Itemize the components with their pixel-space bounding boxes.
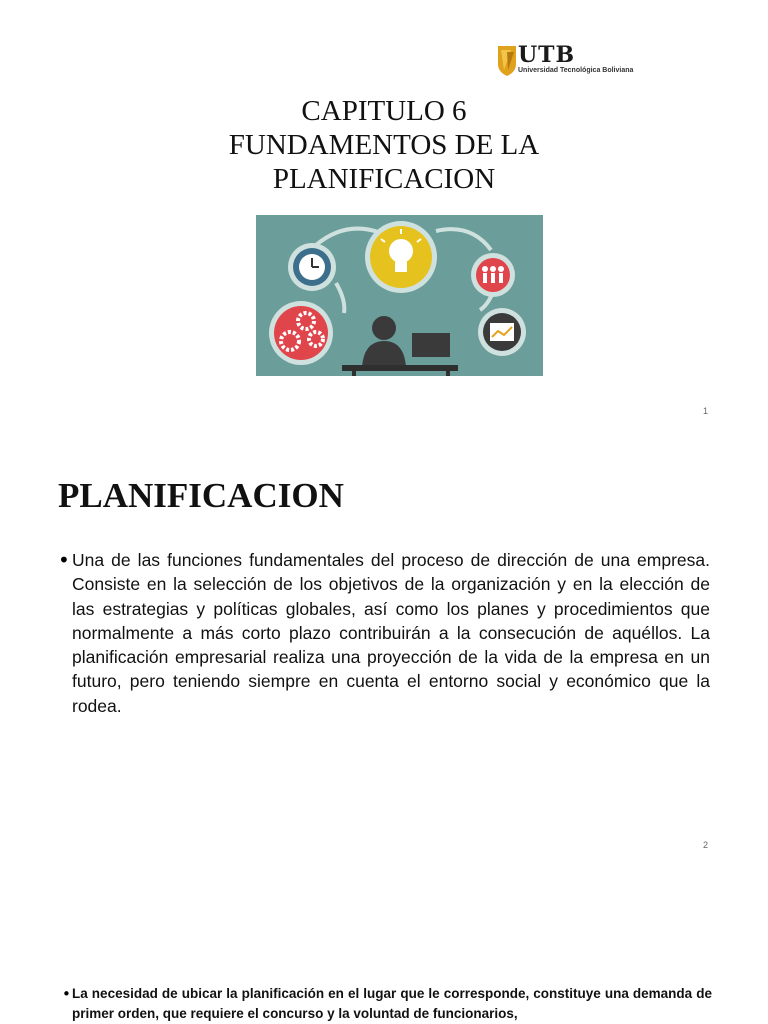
title-line-1: CAPITULO 6 [301, 95, 467, 127]
title-line-3: PLANIFICACION [272, 163, 496, 195]
page-number: 2 [703, 840, 709, 850]
shield-icon [496, 44, 518, 78]
planning-illustration [256, 215, 543, 376]
bullet-paragraph: La necesidad de ubicar la planificación en el lugar que le corresponde, constituye una demanda de primer orden, que requiere el concurso y la voluntad de funcionarios, [72, 986, 712, 1021]
bullet-item [58, 548, 710, 718]
bullet-paragraph: Una de las funciones fundamentales del proceso de dirección de una empresa. Consiste en la selección de los objetivos de la organización y en la elección de las estrategias y políticas globales, así como los planes y procedimientos que normalmente a más corto plazo contribuirán a la consecución de aquéllos. La planificación empresarial realiza una proyección de la vida de la empresa en un futuro, pero teniendo siempre en cuenta el entorno social y económico que la rodea. [72, 550, 710, 716]
title-line-2: FUNDAMENTOS DE LA [228, 129, 540, 161]
section-heading: PLANIFICACION [58, 476, 344, 515]
slide-3 [0, 860, 768, 1024]
slide-1 [0, 0, 768, 440]
page-number: 1 [703, 406, 709, 416]
gears-icon [269, 301, 333, 365]
calendar-chart-icon [478, 308, 526, 356]
bullet-marker: • [58, 548, 70, 572]
lightbulb-icon [365, 221, 437, 293]
logo-subtitle: Universidad Tecnológica Boliviana [518, 67, 634, 74]
clock-icon [288, 243, 336, 291]
utb-logo [496, 44, 638, 80]
chapter-title [0, 94, 768, 196]
logo-name: UTB [518, 42, 576, 68]
bullet-item [62, 984, 712, 1024]
bullet-marker: • [62, 985, 71, 1003]
slide-2 [0, 440, 768, 860]
people-icon [471, 253, 515, 297]
